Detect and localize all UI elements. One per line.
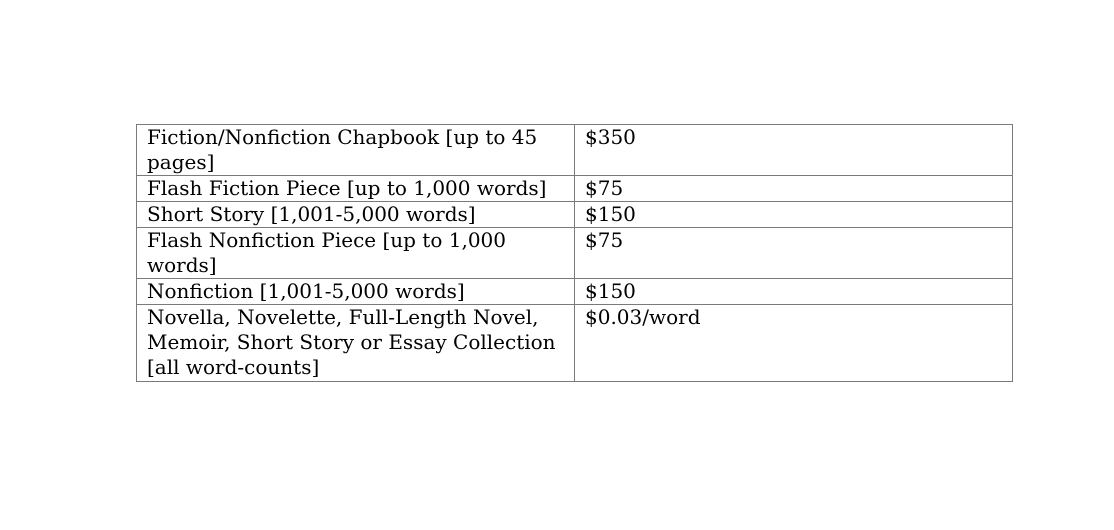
table-row — [137, 176, 1013, 202]
rates-table — [136, 124, 1013, 382]
category-cell: Flash Fiction Piece [up to 1,000 words] — [137, 176, 575, 202]
price-cell: $0.03/word — [575, 305, 1013, 382]
table-row — [137, 125, 1013, 176]
price-cell: $350 — [575, 125, 1013, 176]
price-cell: $75 — [575, 176, 1013, 202]
price-cell: $75 — [575, 228, 1013, 279]
table-row — [137, 279, 1013, 305]
category-cell: Fiction/Nonfiction Chapbook [up to 45 pages] — [137, 125, 575, 176]
table-row — [137, 228, 1013, 279]
table-row — [137, 202, 1013, 228]
category-cell: Short Story [1,001-5,000 words] — [137, 202, 575, 228]
category-cell: Novella, Novelette, Full-Length Novel, Memoir, Short Story or Essay Collection [all word-counts] — [137, 305, 575, 382]
price-cell: $150 — [575, 202, 1013, 228]
table-row — [137, 305, 1013, 382]
price-cell: $150 — [575, 279, 1013, 305]
category-cell: Nonfiction [1,001-5,000 words] — [137, 279, 575, 305]
category-cell: Flash Nonfiction Piece [up to 1,000 words] — [137, 228, 575, 279]
